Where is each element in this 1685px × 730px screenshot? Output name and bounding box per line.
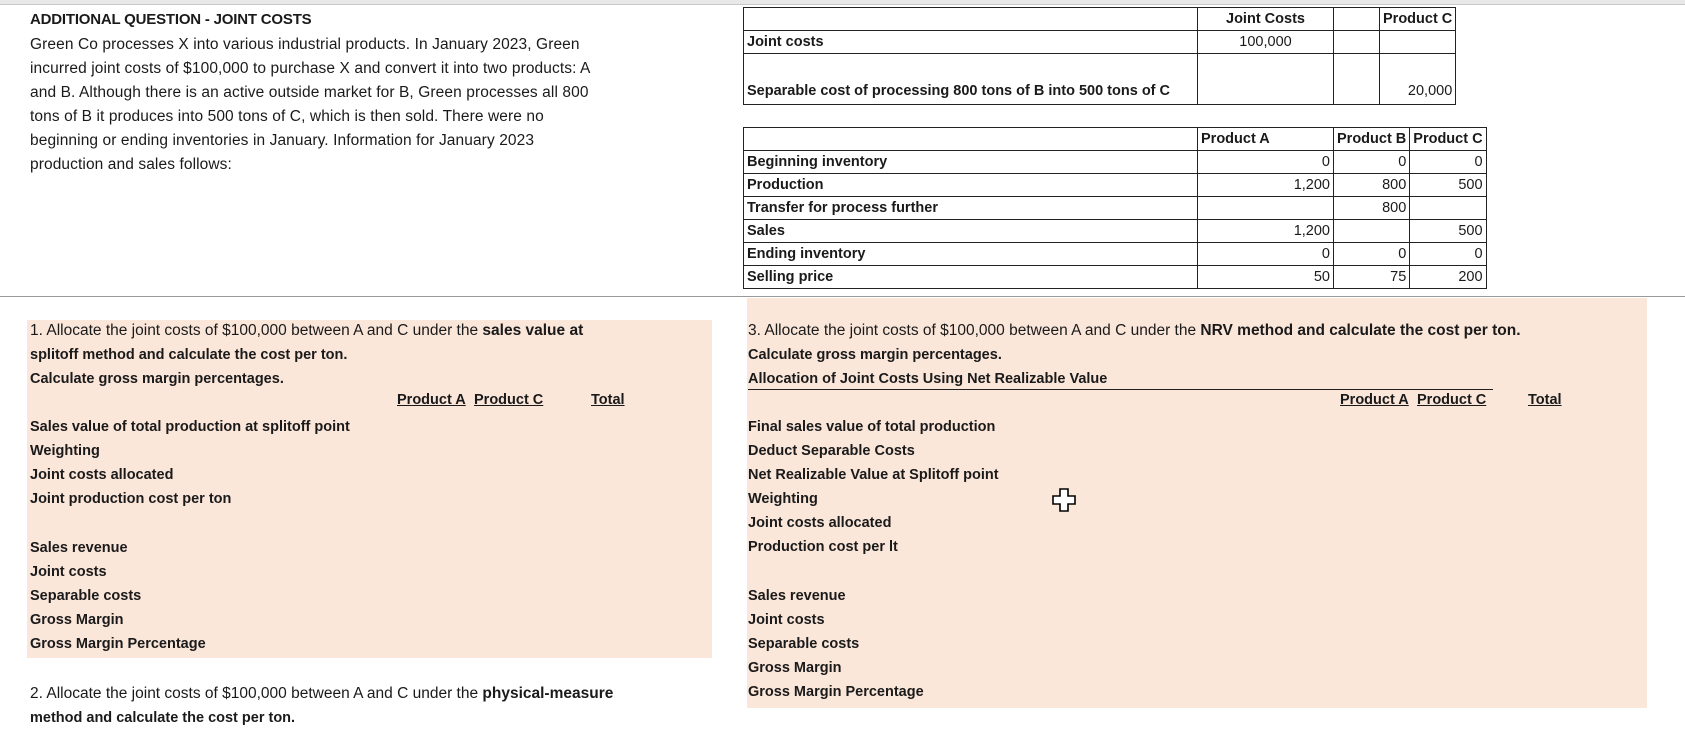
intro-line: Green Co processes X into various industrial products. In January 2023, Green: [30, 36, 580, 53]
q3-labels-top: [748, 415, 999, 559]
row-label[interactable]: Gross Margin Percentage: [748, 684, 924, 700]
row-label[interactable]: Transfer for process further: [744, 197, 1198, 220]
question-description: [30, 33, 690, 177]
table-cell[interactable]: 0: [1334, 243, 1410, 266]
table-cell[interactable]: 0: [1410, 151, 1486, 174]
header-joint-costs[interactable]: Joint Costs: [1198, 8, 1334, 31]
table-cell[interactable]: 0: [1198, 151, 1334, 174]
table-cell[interactable]: 75: [1334, 266, 1410, 289]
table-cell[interactable]: [744, 8, 1198, 31]
q3-labels-bottom: [748, 584, 924, 704]
row-label[interactable]: Weighting: [748, 491, 818, 507]
table-cell[interactable]: 800: [1334, 174, 1410, 197]
q3-col-total: Total: [1528, 392, 1562, 408]
row-label[interactable]: Production cost per lt: [748, 539, 898, 555]
row-divider: [0, 296, 1685, 297]
q1-line3: Calculate gross margin percentages.: [30, 371, 284, 387]
table-cell[interactable]: [1334, 54, 1380, 105]
table-row: [744, 197, 1487, 220]
table-row: [744, 54, 1456, 105]
table-cell[interactable]: 0: [1334, 151, 1410, 174]
table-cell[interactable]: 0: [1198, 243, 1334, 266]
q1-heading-emphasis: sales value at: [482, 322, 584, 339]
header-product-a[interactable]: Product A: [1198, 128, 1334, 151]
row-label[interactable]: Joint production cost per ton: [30, 491, 232, 507]
row-label[interactable]: Net Realizable Value at Splitoff point: [748, 467, 999, 483]
intro-line: beginning or ending inventories in January. Information for January 2023: [30, 132, 535, 149]
table-row: [744, 174, 1487, 197]
row-label[interactable]: Deduct Separable Costs: [748, 443, 915, 459]
table-row: [744, 220, 1487, 243]
row-label[interactable]: Gross Margin: [748, 660, 842, 676]
table-row: [744, 243, 1487, 266]
table-row: [744, 151, 1487, 174]
table-cell[interactable]: [1334, 220, 1410, 243]
q3-heading-underline: [748, 389, 1493, 390]
table-row: [744, 8, 1456, 31]
row-label[interactable]: Joint costs: [748, 612, 825, 628]
row-label[interactable]: Joint costs: [744, 31, 1198, 54]
intro-line: production and sales follows:: [30, 156, 232, 173]
q3-heading-text: 3. Allocate the joint costs of $100,000 between A and C under the: [748, 322, 1201, 339]
q3-line3: Allocation of Joint Costs Using Net Realizable Value: [748, 371, 1108, 387]
q1-line2: splitoff method and calculate the cost per ton.: [30, 347, 348, 363]
q1-heading-text: 1. Allocate the joint costs of $100,000 between A and C under the: [30, 322, 483, 339]
q1-col-product-c: Product C: [474, 392, 544, 408]
column-header-strip: [0, 0, 1685, 5]
row-label[interactable]: Separable cost of processing 800 tons of B into 500 tons of C: [744, 54, 1198, 105]
row-label[interactable]: Ending inventory: [744, 243, 1198, 266]
header-product-b[interactable]: Product B: [1334, 128, 1410, 151]
table-cell[interactable]: [1334, 31, 1380, 54]
q3-heading-emphasis: NRV method and calculate the cost per ton.: [1200, 322, 1521, 339]
row-label[interactable]: Joint costs allocated: [30, 467, 174, 483]
production-table: [743, 127, 1487, 289]
header-product-c[interactable]: Product C: [1380, 8, 1456, 31]
table-cell[interactable]: [1410, 197, 1486, 220]
q1-col-product-a: Product A: [397, 392, 466, 408]
table-cell[interactable]: 1,200: [1198, 220, 1334, 243]
row-label[interactable]: Gross Margin Percentage: [30, 636, 206, 652]
intro-line: incurred joint costs of $100,000 to purchase X and convert it into two products: A: [30, 60, 591, 77]
row-label[interactable]: Sales value of total production at splitoff point: [30, 419, 350, 435]
q2-heading-text: 2. Allocate the joint costs of $100,000 between A and C under the: [30, 685, 483, 702]
table-row: [744, 266, 1487, 289]
row-label[interactable]: Joint costs: [30, 564, 107, 580]
q2-heading-emphasis: physical-measure: [482, 685, 614, 702]
table-cell[interactable]: 1,200: [1198, 174, 1334, 197]
cell-select-cursor-icon: [1052, 488, 1076, 512]
table-cell[interactable]: [744, 128, 1198, 151]
table-cell[interactable]: 0: [1410, 243, 1486, 266]
table-row: [744, 31, 1456, 54]
q1-labels-top: [30, 415, 350, 511]
row-label[interactable]: Sales revenue: [30, 540, 128, 556]
row-label[interactable]: Gross Margin: [30, 612, 124, 628]
intro-line: and B. Although there is an active outside market for B, Green processes all 800: [30, 84, 589, 101]
row-label[interactable]: Sales revenue: [748, 588, 846, 604]
q1-labels-bottom: [30, 536, 206, 656]
table-cell[interactable]: [1334, 8, 1380, 31]
question-title: ADDITIONAL QUESTION - JOINT COSTS: [30, 11, 312, 28]
table-cell[interactable]: 200: [1410, 266, 1486, 289]
row-label[interactable]: Production: [744, 174, 1198, 197]
table-cell[interactable]: 500: [1410, 220, 1486, 243]
row-label[interactable]: Final sales value of total production: [748, 419, 996, 435]
intro-line: tons of B it produces into 500 tons of C, which is then sold. There were no: [30, 108, 544, 125]
q3-heading: [748, 319, 1521, 343]
q2-heading: [30, 682, 613, 706]
row-label[interactable]: Separable costs: [30, 588, 142, 604]
header-product-c[interactable]: Product C: [1410, 128, 1486, 151]
table-cell[interactable]: [1380, 31, 1456, 54]
row-label[interactable]: Joint costs allocated: [748, 515, 892, 531]
row-label[interactable]: Weighting: [30, 443, 100, 459]
cost-table: [743, 7, 1456, 105]
table-cell[interactable]: 100,000: [1198, 31, 1334, 54]
table-cell[interactable]: 800: [1334, 197, 1410, 220]
q3-col-product-c: Product C: [1417, 392, 1487, 408]
q2-line2: method and calculate the cost per ton.: [30, 710, 296, 726]
table-cell[interactable]: 50: [1198, 266, 1334, 289]
table-cell[interactable]: 20,000: [1380, 54, 1456, 105]
row-label[interactable]: Selling price: [744, 266, 1198, 289]
table-cell[interactable]: [1198, 54, 1334, 105]
table-cell[interactable]: [1198, 197, 1334, 220]
q3-line2: Calculate gross margin percentages.: [748, 347, 1002, 363]
row-label[interactable]: Sales: [744, 220, 1198, 243]
table-cell[interactable]: 500: [1410, 174, 1486, 197]
q3-col-product-a: Product A: [1340, 392, 1409, 408]
table-row: [744, 128, 1487, 151]
row-label[interactable]: Separable costs: [748, 636, 860, 652]
q1-col-total: Total: [591, 392, 625, 408]
row-label[interactable]: Beginning inventory: [744, 151, 1198, 174]
q1-heading: [30, 319, 583, 343]
